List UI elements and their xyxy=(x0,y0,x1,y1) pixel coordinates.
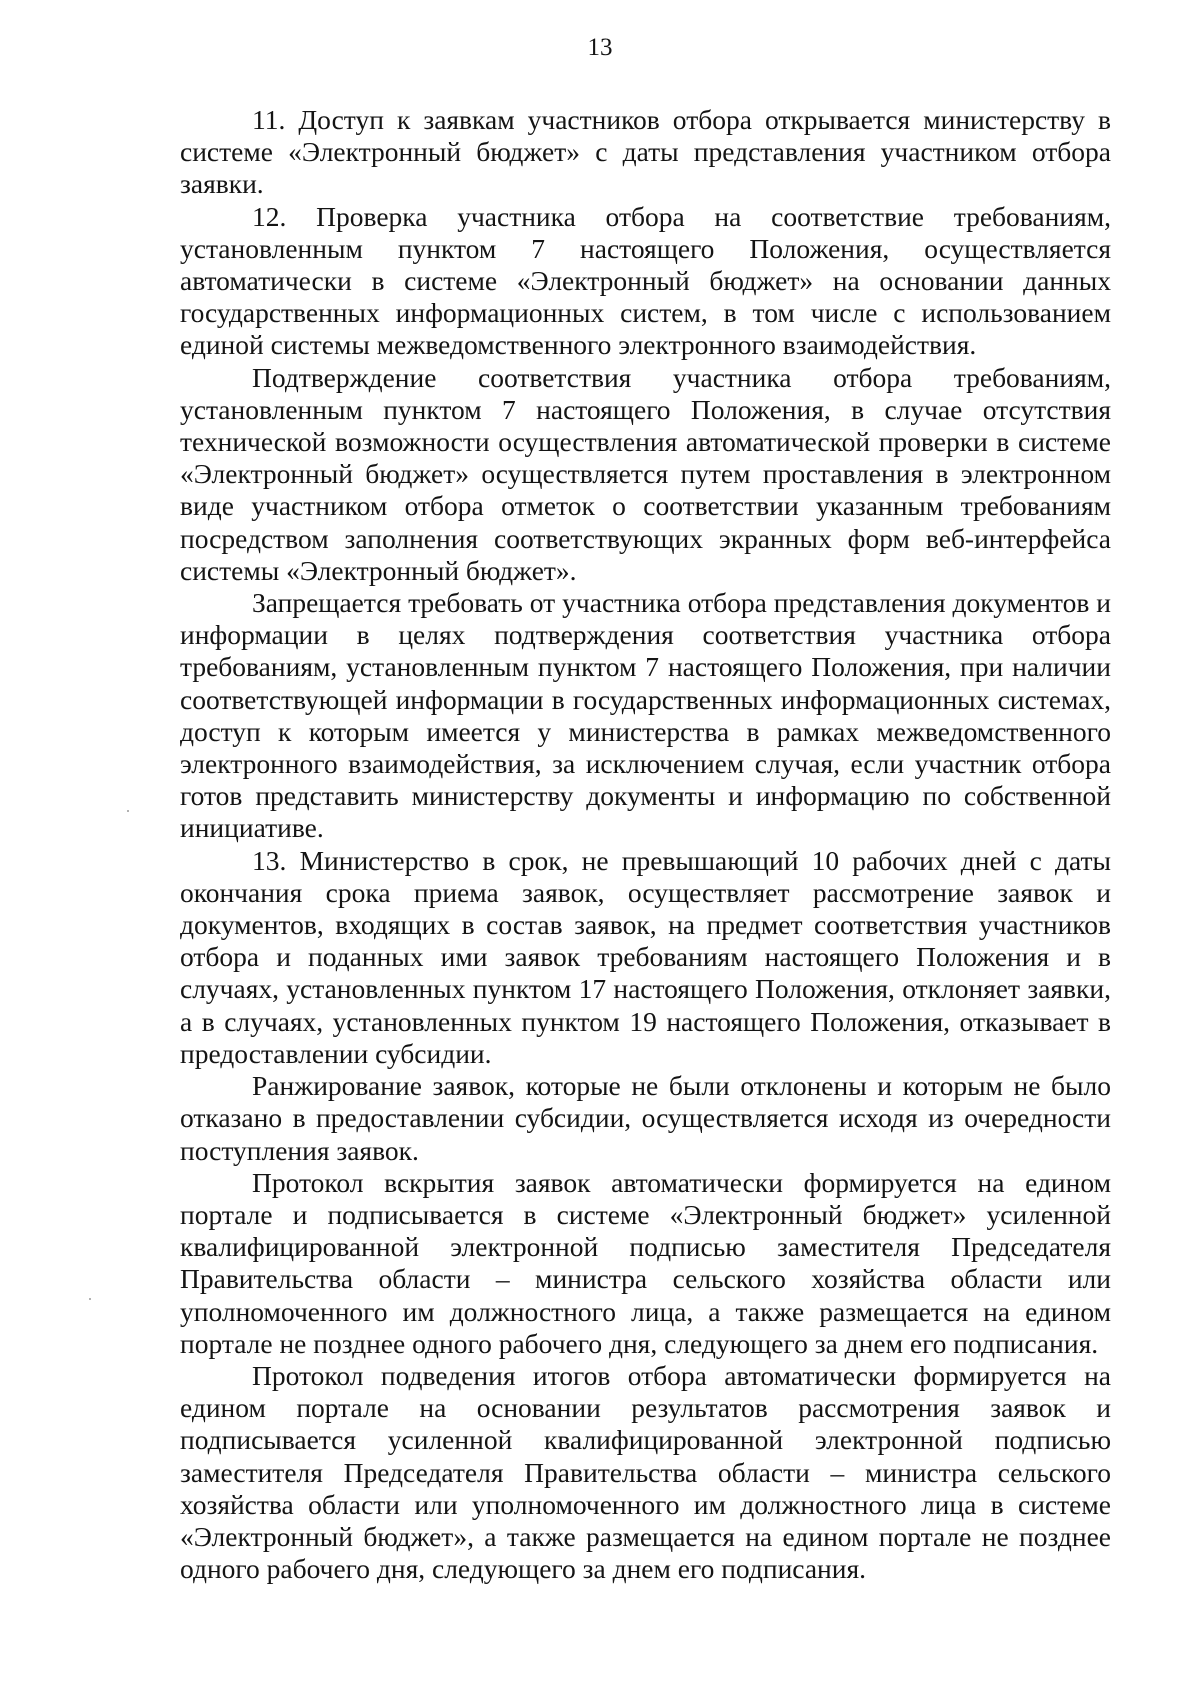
paragraph-13-ranking: Ранжирование заявок, которые не были отклонены и которым не было отказано в предоставлении субсидии, осуществляется исходя из очередности поступления заявок. xyxy=(180,1070,1111,1166)
paragraph-11: 11. Доступ к заявкам участников отбора открывается министерству в системе «Электронный бюджет» с даты представления участником отбора заявки. xyxy=(180,104,1111,200)
scan-artifact-dot xyxy=(127,810,129,812)
scan-artifact-dot xyxy=(89,1298,91,1300)
document-body xyxy=(180,104,1111,1585)
page-number: 13 xyxy=(587,34,613,61)
paragraph-12: 12. Проверка участника отбора на соответствие требованиям, установленным пунктом 7 настоящего Положения, осуществляется автоматически в системе «Электронный бюджет» на основании данных государственных информационных систем, в том числе с использованием единой системы межведомственного электронного взаимодействия. xyxy=(180,200,1111,361)
paragraph-12-prohibition: Запрещается требовать от участника отбора представления документов и информации в целях подтверждения соответствия участника отбора требованиям, установленным пунктом 7 настоящего Положения, при наличии соответствующей информации в государственных информационных системах, доступ к которым имеется у министерства в рамках межведомственного электронного взаимодействия, за исключением случая, если участник отбора готов представить министерству документы и информацию по собственной инициативе. xyxy=(180,587,1111,844)
paragraph-13-opening-protocol: Протокол вскрытия заявок автоматически формируется на едином портале и подписывается в системе «Электронный бюджет» усиленной квалифицированной электронной подписью заместителя Председателя Правительства области – министра сельского хозяйства области или уполномоченного им должностного лица, а также размещается на едином портале не позднее одного рабочего дня, следующего за днем его подписания. xyxy=(180,1166,1111,1359)
paragraph-13-results-protocol: Протокол подведения итогов отбора автоматически формируется на едином портале на основании результатов рассмотрения заявок и подписывается усиленной квалифицированной электронной подписью заместителя Председателя Правительства области – министра сельского хозяйства области или уполномоченного им должностного лица в системе «Электронный бюджет», а также размещается на едином портале не позднее одного рабочего дня, следующего за днем его подписания. xyxy=(180,1359,1111,1585)
paragraph-13: 13. Министерство в срок, не превышающий 10 рабочих дней с даты окончания срока приема заявок, осуществляет рассмотрение заявок и документов, входящих в состав заявок, на предмет соответствия участников отбора и поданных ими заявок требованиям настоящего Положения и в случаях, установленных пунктом 17 настоящего Положения, отклоняет заявки, а в случаях, установленных пунктом 19 настоящего Положения, отказывает в предоставлении субсидии. xyxy=(180,844,1111,1069)
paragraph-12-confirmation: Подтверждение соответствия участника отбора требованиям, установленным пунктом 7 настоящего Положения, в случае отсутствия технической возможности осуществления автоматической проверки в системе «Электронный бюджет» осуществляется путем проставления в электронном виде участником отбора отметок о соответствии указанным требованиям посредством заполнения соответствующих экранных форм веб-интерфейса системы «Электронный бюджет». xyxy=(180,361,1111,586)
